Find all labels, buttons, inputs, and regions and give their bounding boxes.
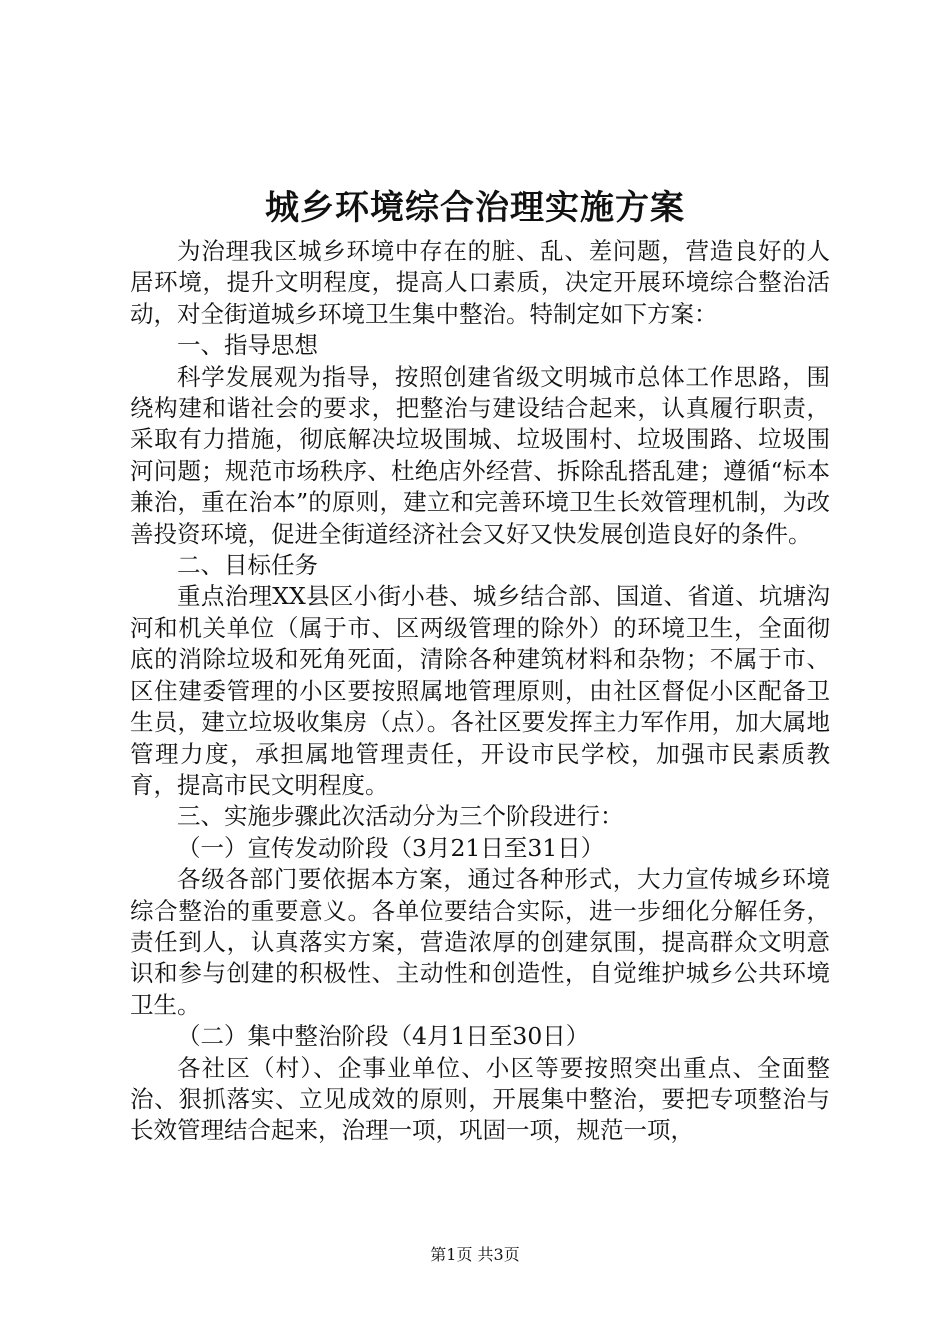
paragraph-goals: 重点治理XX县区小街小巷、城乡结合部、国道、省道、坑塘沟河和机关单位（属于市、区两级管理的除外）的环境卫生，全面彻底的消除垃圾和死角死面，清除各种建筑材料和杂物；不属于市、区住建委管理的小区要按照属地管理原则，由社区督促小区配备卫生员，建立垃圾收集房（点）。各社区要发挥主力军作用，加大属地管理力度，承担属地管理责任，开设市民学校，加强市民素质教育，提高市民文明程度。 xyxy=(130,582,830,799)
subheading-phase-two: （二）集中整治阶段（4月1日至30日） xyxy=(177,1022,590,1051)
section-heading-goals: 二、目标任务 xyxy=(177,551,318,580)
paragraph-phase-one: 各级各部门要依据本方案，通过各种形式，大力宣传城乡环境综合整治的重要意义。各单位要结合实际，进一步细化分解任务，责任到人，认真落实方案，营造浓厚的创建氛围，提高群众文明意识和参与创建的积极性、主动性和创造性，自觉维护城乡公共环境卫生。 xyxy=(130,865,830,1019)
document-title: 城乡环境综合治理实施方案 xyxy=(265,188,685,228)
paragraph-guiding-idea: 科学发展观为指导，按照创建省级文明城市总体工作思路，围绕构建和谐社会的要求，把整治与建设结合起来，认真履行职责，采取有力措施，彻底解决垃圾围城、垃圾围村、垃圾围路、垃圾围河问题；规范市场秩序、杜绝店外经营、拆除乱搭乱建；遵循“标本兼治，重在治本”的原则，建立和完善环境卫生长效管理机制，为改善投资环境，促进全街道经济社会又好又快发展创造良好的条件。 xyxy=(130,362,830,548)
paragraph-intro: 为治理我区城乡环境中存在的脏、乱、差问题，营造良好的人居环境，提升文明程度，提高人口素质，决定开展环境综合整治活动，对全街道城乡环境卫生集中整治。特制定如下方案： xyxy=(130,237,830,328)
subheading-phase-one: （一）宣传发动阶段（3月21日至31日） xyxy=(177,833,605,862)
document-body xyxy=(130,236,830,1147)
paragraph-phase-two: 各社区（村）、企事业单位、小区等要按照突出重点、全面整治、狠抓落实、立见成效的原则，开展集中整治，要把专项整治与长效管理结合起来，治理一项，巩固一项，规范一项， xyxy=(130,1053,830,1145)
section-heading-guiding-idea: 一、指导思想 xyxy=(177,331,318,360)
page-footer: 第1页 共3页 xyxy=(430,1245,520,1264)
section-heading-steps: 三、实施步骤此次活动分为三个阶段进行： xyxy=(177,802,624,831)
